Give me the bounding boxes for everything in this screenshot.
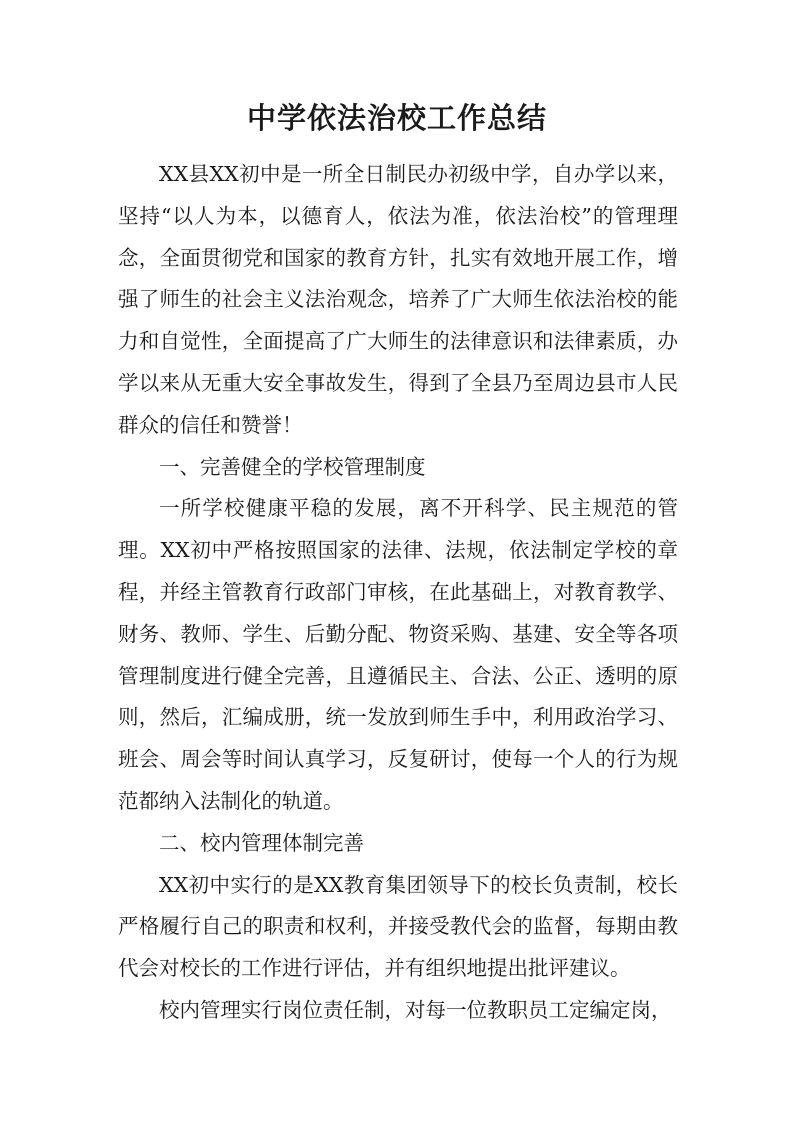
paragraph-intro: XX县XX初中是一所全日制民办初级中学，自办学以来，坚持“以人为本，以德育人，依法为准，依法治校”的管理理念，全面贯彻党和国家的教育方针，扎实有效地开展工作，增强了师生的社会主义法治观念，培养了广大师生依法治校的能力和自觉性，全面提高了广大师生的法律意识和法律素质，办学以来从无重大安全事故发生，得到了全县乃至周边县市人民群众的信任和赞誉！ [118, 162, 678, 437]
paragraph-post-responsibility: 校内管理实行岗位责任制，对每一位教职员工定编定岗， [159, 997, 672, 1022]
paragraph-principal-responsibility: XX初中实行的是XX教育集团领导下的校长负责制，校长严格履行自己的职责和权利，并接受教代会的监督，每期由教代会对校长的工作进行评估，并有组织地提出批评建议。 [118, 872, 678, 981]
section-heading-2: 二、校内管理体制完善 [159, 830, 364, 855]
paragraph-management-system: 一所学校健康平稳的发展，离不开科学、民主规范的管理。XX初中严格按照国家的法律、法规，依法制定学校的章程，并经主管教育行政部门审核，在此基础上，对教育教学、财务、教师、学生、后勤分配、物资采购、基建、安全等各项管理制度进行健全完善，且遵循民主、合法、公正、透明的原则，然后，汇编成册，统一发放到师生手中，利用政治学习、班会、周会等时间认真学习，反复研讨，使每一个人的行为规范都纳入法制化的轨道。 [118, 496, 678, 813]
document-title: 中学依法治校工作总结 [246, 101, 547, 135]
document-body [118, 154, 678, 1032]
section-heading-1: 一、完善健全的学校管理制度 [159, 454, 426, 479]
